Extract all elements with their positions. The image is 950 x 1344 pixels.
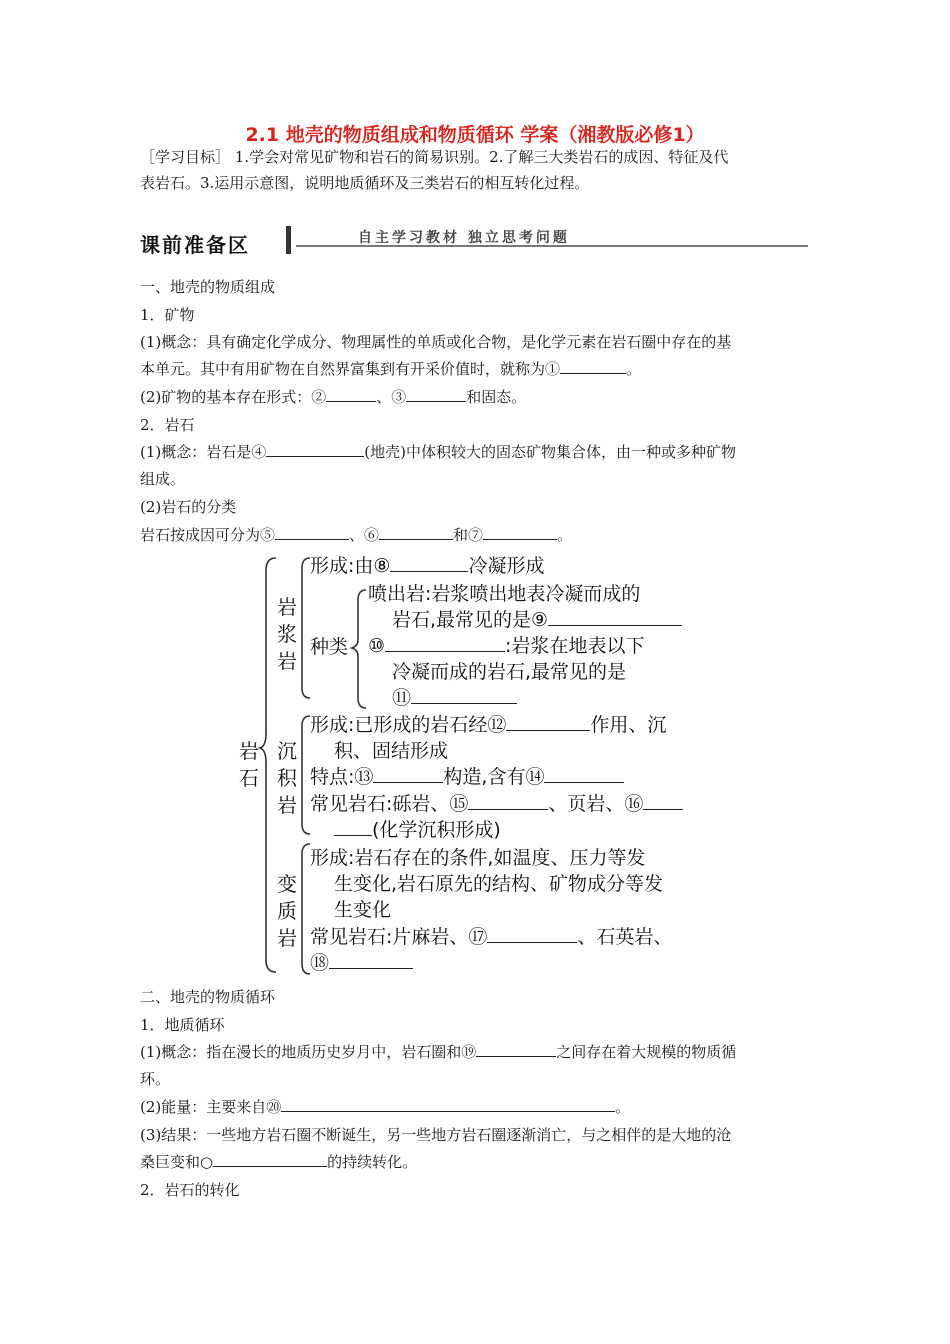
mineral-concept-line-1: (1)概念：具有确定化学成分、物理属性的单质或化合物，是化学元素在岩石圈中存在的基 (140, 333, 732, 351)
extrusive-text: 岩石,最常见的是⑨ (392, 609, 549, 631)
sedimentary-formation-end: 作用、沉 (590, 714, 667, 736)
cycle-concept-rest: 之间存在着大规模的物质循 (556, 1043, 737, 1061)
sedimentary-common-1 (310, 791, 683, 817)
intrusive-number: ⑩ (368, 635, 386, 657)
metamorphic-formation-3: 生变化 (334, 899, 392, 921)
blank-16[interactable] (643, 791, 683, 810)
blank-14[interactable] (544, 764, 624, 783)
cycle-concept-line-1 (140, 1041, 736, 1063)
cycle-energy-end: 。 (615, 1098, 631, 1116)
metamorphic-formation-1: 形成:岩石存在的条件,如温度、压力等发 (310, 847, 646, 869)
cycle-result-text: 桑巨变和○ (140, 1153, 214, 1171)
blank-20[interactable] (281, 1097, 615, 1112)
mineral-concept-end: 。 (626, 360, 642, 378)
rock-heading: 2．岩石 (140, 416, 195, 434)
sedimentary-common-note: (化学沉积形成) (372, 819, 501, 841)
rock-class-text: 岩石按成因可分为⑤ (140, 526, 276, 544)
rock-class-mid1: 、⑥ (349, 526, 380, 544)
metamorphic-brace (302, 844, 310, 974)
blank-18[interactable] (329, 950, 413, 969)
cycle-result-line-2 (140, 1151, 417, 1173)
root-label: 岩石 (239, 739, 259, 790)
blank-7[interactable] (483, 525, 557, 540)
blank-9[interactable] (548, 607, 682, 626)
intrusive-line-3 (392, 685, 517, 711)
sedimentary-feature-text: 特点:⑬ (310, 766, 374, 788)
cycle-heading: 1．地质循环 (140, 1016, 225, 1034)
metamorphic-common-2 (310, 950, 413, 976)
rock-class-line (140, 524, 572, 546)
blank-8[interactable] (390, 553, 468, 572)
mineral-forms-line (140, 386, 526, 408)
rock-concept-rest: (地壳)中体积较大的固态矿物集合体，由一种或多种矿物 (364, 443, 736, 461)
extrusive-line-1: 喷出岩:岩浆喷出地表冷凝而成的 (368, 583, 641, 605)
banner-label: 课前准备区 (140, 233, 250, 257)
sedimentary-feature-mid: 构造,含有⑭ (443, 766, 545, 788)
mineral-forms-text: (2)矿物的基本存在形式：② (140, 388, 327, 406)
mineral-forms-end: 和固态。 (466, 388, 527, 406)
sedimentary-formation-1 (310, 712, 666, 738)
igneous-formation-text: 形成:由⑧ (310, 555, 391, 577)
mineral-concept-line-2 (140, 358, 641, 380)
cycle-energy-line (140, 1096, 630, 1118)
page-title: 2.1 地壳的物质组成和物质循环 学案（湘教版必修1） (245, 124, 705, 146)
intrusive-line-1 (368, 633, 644, 659)
cycle-energy-text: (2)能量：主要来自⑳ (140, 1098, 282, 1116)
banner-subtitle: 自主学习教材 独立思考问题 (358, 230, 570, 246)
blank-10[interactable] (385, 633, 505, 652)
intrusive-answer-number: ⑪ (392, 687, 412, 709)
blank-4[interactable] (266, 442, 364, 457)
sedimentary-common-2 (334, 817, 501, 843)
sedimentary-feature (310, 764, 624, 790)
intrusive-text: :岩浆在地表以下 (505, 635, 645, 657)
rock-concept-line-1 (140, 441, 736, 463)
metamorphic-common-mid: 、石英岩、 (577, 926, 673, 948)
rock-class-mid2: 和⑦ (453, 526, 484, 544)
objectives-line-1: ［学习目标］ 1.学会对常见矿物和岩石的简易识别。2.了解三大类岩石的成因、特征及代 (140, 148, 729, 166)
blank-3[interactable] (406, 387, 466, 402)
cycle-result-line-1: (3)结果：一些地方岩石圈不断诞生，另一些地方岩石圈逐渐消亡，与之相伴的是大地的沧 (140, 1126, 732, 1144)
blank-21[interactable] (213, 1152, 327, 1167)
igneous-formation-end: 冷凝形成 (468, 555, 545, 577)
blank-2[interactable] (326, 387, 376, 402)
rock-concept-line-2: 组成。 (140, 470, 186, 488)
blank-6[interactable] (379, 525, 453, 540)
sedimentary-common-text: 常见岩石:砾岩、⑮ (310, 793, 469, 815)
section2-heading: 二、地壳的物质循环 (140, 988, 276, 1006)
banner-divider (286, 226, 291, 254)
cycle-concept-line-2: 环。 (140, 1070, 171, 1088)
cycle-concept-text: (1)概念：指在漫长的地质历史岁月中，岩石圈和⑲ (140, 1043, 477, 1061)
igneous-label: 岩浆岩 (277, 595, 297, 673)
blank-11[interactable] (411, 685, 517, 704)
blank-16-cont[interactable] (334, 817, 372, 836)
mineral-forms-mid: 、③ (376, 388, 407, 406)
sedimentary-formation-2: 积、固结形成 (334, 740, 449, 762)
transform-heading: 2．岩石的转化 (140, 1181, 240, 1199)
objectives-line-2: 表岩石。3.运用示意图，说明地质循环及三类岩石的相互转化过程。 (140, 174, 590, 192)
blank-17[interactable] (487, 924, 577, 943)
sedimentary-brace (302, 716, 310, 834)
mineral-concept-text: 本单元。其中有用矿物在自然界富集到有开采价值时，就称为① (140, 360, 561, 378)
blank-12[interactable] (506, 712, 590, 731)
mineral-heading: 1．矿物 (140, 306, 195, 324)
metamorphic-label: 变质岩 (277, 872, 297, 950)
sedimentary-common-mid: 、页岩、⑯ (548, 793, 644, 815)
sedimentary-label: 沉积岩 (277, 739, 297, 817)
blank-13[interactable] (373, 764, 443, 783)
sedimentary-formation-text: 形成:已形成的岩石经⑫ (310, 714, 507, 736)
igneous-brace (302, 558, 310, 698)
blank-5[interactable] (275, 525, 349, 540)
rock-class-end: 。 (557, 526, 573, 544)
metamorphic-common-text: 常见岩石:片麻岩、⑰ (310, 926, 488, 948)
metamorphic-formation-2: 生变化,岩石原先的结构、矿物成分等发 (334, 873, 664, 895)
metamorphic-answer-number: ⑱ (310, 952, 330, 974)
blank-15[interactable] (468, 791, 548, 810)
igneous-types-label: 种类 (310, 636, 349, 658)
rock-concept-text: (1)概念：岩石是④ (140, 443, 267, 461)
section1-heading: 一、地壳的物质组成 (140, 278, 276, 296)
types-brace (352, 590, 366, 708)
extrusive-line-2 (392, 607, 682, 633)
intrusive-line-2: 冷凝而成的岩石,最常见的是 (392, 661, 627, 683)
igneous-formation (310, 553, 544, 579)
rock-class-heading: (2)岩石的分类 (140, 498, 237, 516)
cycle-result-end: 的持续转化。 (327, 1153, 418, 1171)
root-brace (260, 558, 276, 972)
blank-19[interactable] (476, 1042, 556, 1057)
blank-1[interactable] (560, 359, 626, 374)
metamorphic-common-1 (310, 924, 672, 950)
